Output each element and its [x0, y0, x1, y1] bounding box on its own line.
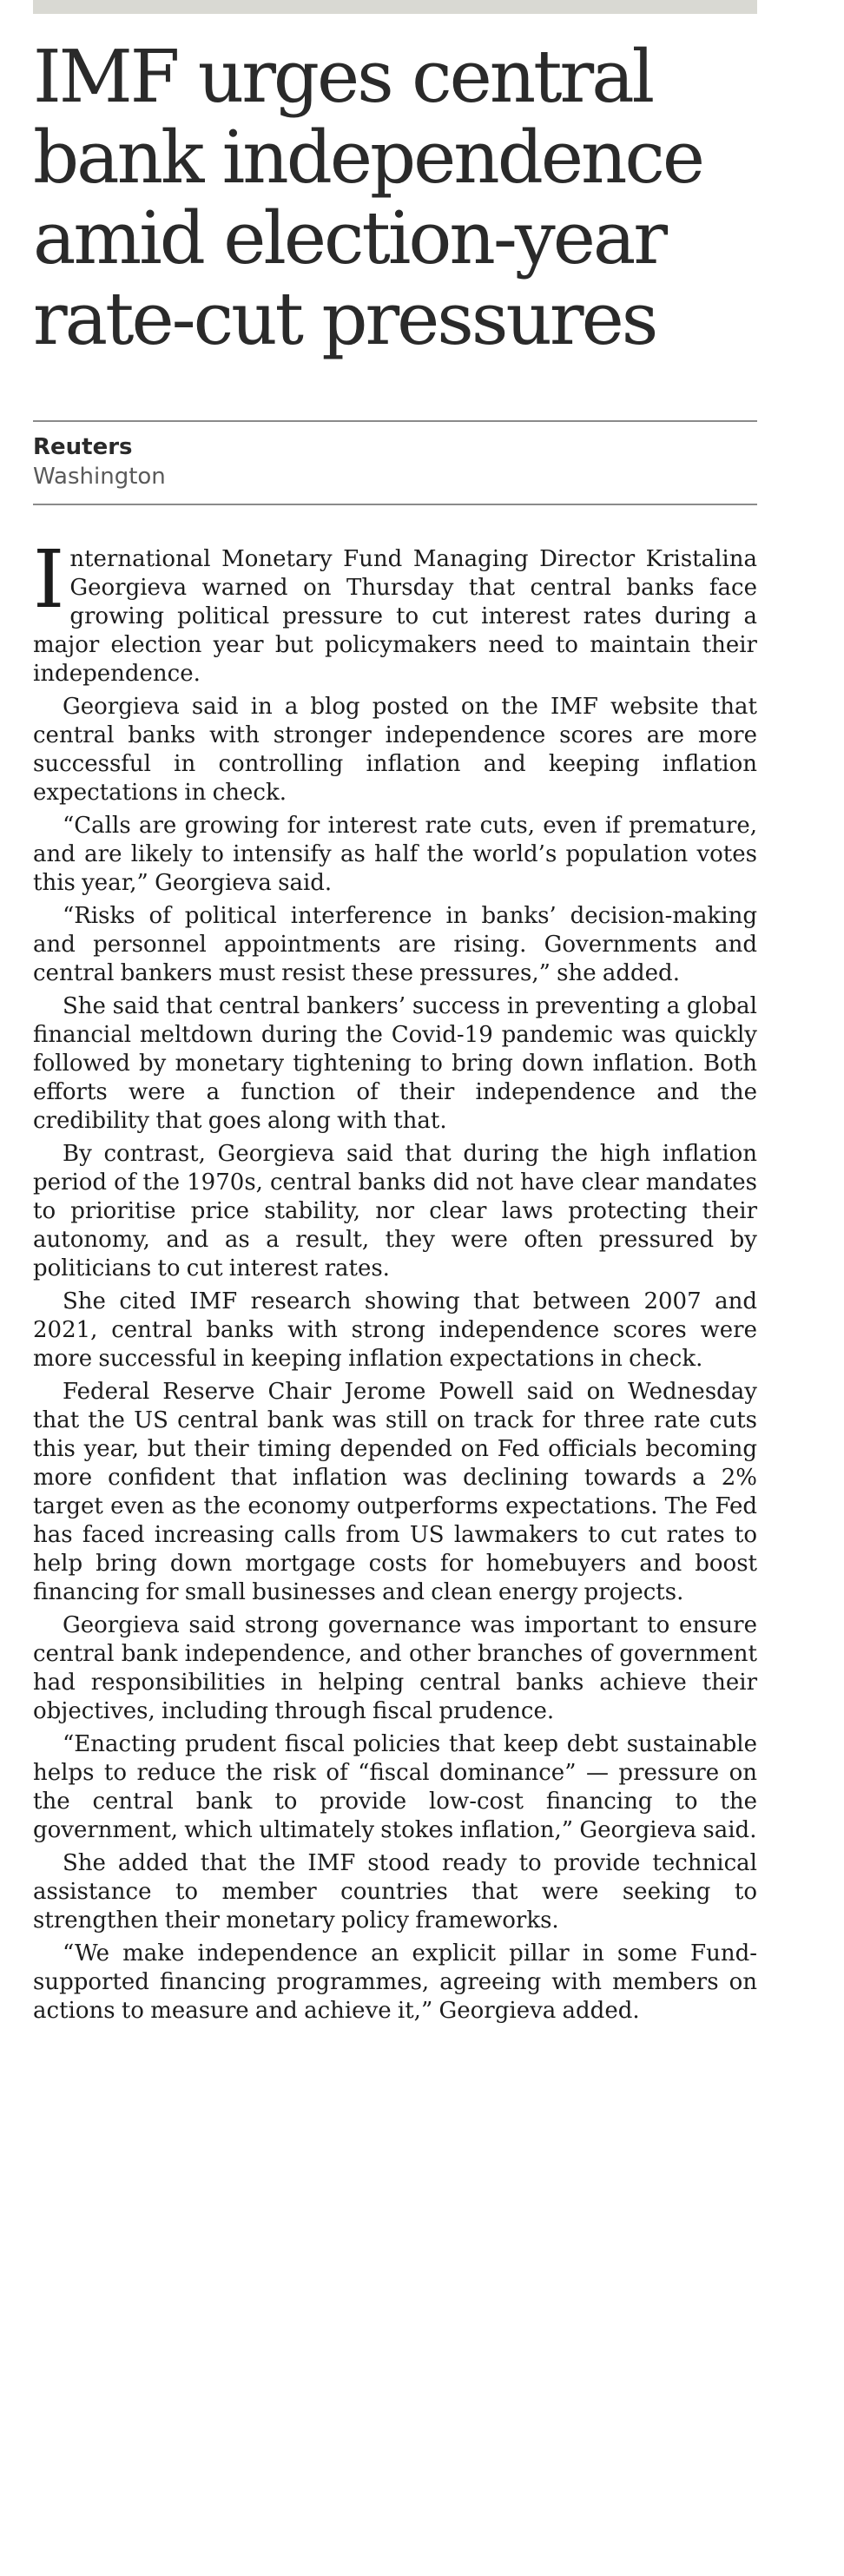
- byline-agency: Reuters: [33, 434, 133, 460]
- top-rule: [33, 0, 757, 14]
- article-paragraph-1-text: nternational Monetary Fund Managing Director Kristalina Georgieva warned on Thursday that central banks face growing political pressure to cut interest rates during a major election year but policymakers need to maintain their independence.: [33, 546, 757, 687]
- article-paragraph-6: By contrast, Georgieva said that during the high inflation period of the 1970s, central banks did not have clear mandates to prioritise price stability, nor clear laws protecting their autonomy, and as a result, they were often pressured by politicians to cut interest rates.: [33, 1141, 757, 1281]
- article-paragraph-12: “We make independence an explicit pillar in some Fund-supported financing programmes, agreeing with members on actions to measure and achieve it,” Georgieva added.: [33, 1940, 757, 2024]
- article-paragraph-4: “Risks of political interference in banks’ decision-making and personnel appointments are rising. Governments and central bankers must resist these pressures,” she added.: [33, 903, 757, 986]
- article-paragraph-7: She cited IMF research showing that between 2007 and 2021, central banks with strong independence scores were more successful in keeping inflation expectations in check.: [33, 1288, 757, 1372]
- article-body: [33, 533, 757, 2026]
- article-paragraph-8: Federal Reserve Chair Jerome Powell said on Wednesday that the US central bank was still on track for three rate cuts this year, but their timing depended on Fed officials becoming more confident that inflation was declining towards a 2% target even as the economy outperforms expectations. The Fed has faced increasing calls from US lawmakers to cut rates to help bring down mortgage costs for homebuyers and boost financing for small businesses and clean energy projects.: [33, 1379, 757, 1605]
- byline-bottom-divider: [33, 504, 757, 505]
- article-paragraph-3: “Calls are growing for interest rate cuts, even if premature, and are likely to intensify as half the world’s population votes this year,” Georgieva said.: [33, 813, 757, 896]
- article-paragraph-10: “Enacting prudent fiscal policies that keep debt sustainable helps to reduce the risk of “fiscal dominance” — pressure on the central bank to provide low-cost financing to the government, which ultimately stokes inflation,” Georgieva said.: [33, 1731, 757, 1843]
- article-paragraph-9: Georgieva said strong governance was important to ensure central bank independence, and other branches of government had responsibilities in helping central banks achieve their objectives, including through fiscal prudence.: [33, 1612, 757, 1724]
- drop-cap: I: [33, 533, 65, 626]
- article-paragraph-5: She said that central bankers’ success in preventing a global financial meltdown during the Covid-19 pandemic was quickly followed by monetary tightening to bring down inflation. Both efforts were a function of their independence and the credibility that goes along with that.: [33, 993, 757, 1134]
- article-paragraph-11: She added that the IMF stood ready to provide technical assistance to member countries that were seeking to strengthen their monetary policy frameworks.: [33, 1850, 757, 1934]
- article-paragraph-1: [33, 533, 757, 688]
- article-page: [33, 0, 757, 2030]
- article-paragraph-2: Georgieva said in a blog posted on the IMF website that central banks with stronger independence scores are more successful in controlling inflation and keeping inflation expectations in check.: [33, 694, 757, 806]
- headline: IMF urges central bank independence amid election-year rate-cut pressures: [33, 35, 703, 361]
- byline: [33, 422, 757, 504]
- byline-place: Washington: [33, 464, 166, 490]
